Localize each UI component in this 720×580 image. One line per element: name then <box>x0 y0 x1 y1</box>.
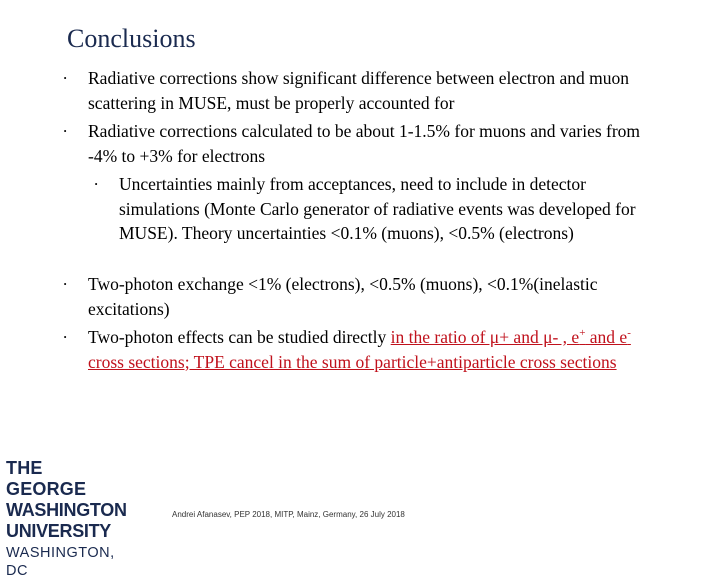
slide-footer: Andrei Afanasev, PEP 2018, MITP, Mainz, Germany, 26 July 2018 <box>172 510 405 519</box>
bullet-marker: . <box>94 170 99 189</box>
bullet-item <box>63 323 663 374</box>
bullet-marker: . <box>63 64 68 83</box>
bullet-text: Two-photon exchange <1% (electrons), <0.5% (muons), <0.1%(inelastic excitations) <box>88 274 598 319</box>
sub-bullet-item <box>94 170 671 246</box>
logo-line: WASHINGTON, DC <box>6 545 115 579</box>
bullet-marker: . <box>63 117 68 136</box>
bullet-text: Two-photon effects can be studied directly <box>88 327 391 347</box>
bullet-item <box>63 117 663 168</box>
highlight-text: in the ratio of μ+ and μ- , e+ and e- cross sections; TPE cancel in the sum of particle+antiparticle cross sections <box>88 327 631 372</box>
logo-line: UNIVERSITY <box>6 521 112 541</box>
bullet-item <box>63 64 663 115</box>
bullet-text: Radiative corrections show significant difference between electron and muon scattering in MUSE, must be properly accounted for <box>88 68 630 113</box>
logo-line: WASHINGTON <box>6 500 127 520</box>
bullet-marker: . <box>63 270 68 289</box>
bullet-text: Uncertainties mainly from acceptances, need to include in detector simulations (Monte Carlo generator of radiative events was developed for MUSE). Theory uncertainties <0.1% (muons), <0.5% (electrons) <box>119 174 636 243</box>
bullet-marker: . <box>63 323 68 342</box>
bullet-item <box>63 270 663 321</box>
bullet-text: Radiative corrections calculated to be about 1-1.5% for muons and varies from -4% to +3% for electrons <box>88 121 641 166</box>
slide-title: Conclusions <box>67 24 196 53</box>
university-logo <box>6 458 127 580</box>
logo-line: THE GEORGE <box>6 458 87 499</box>
